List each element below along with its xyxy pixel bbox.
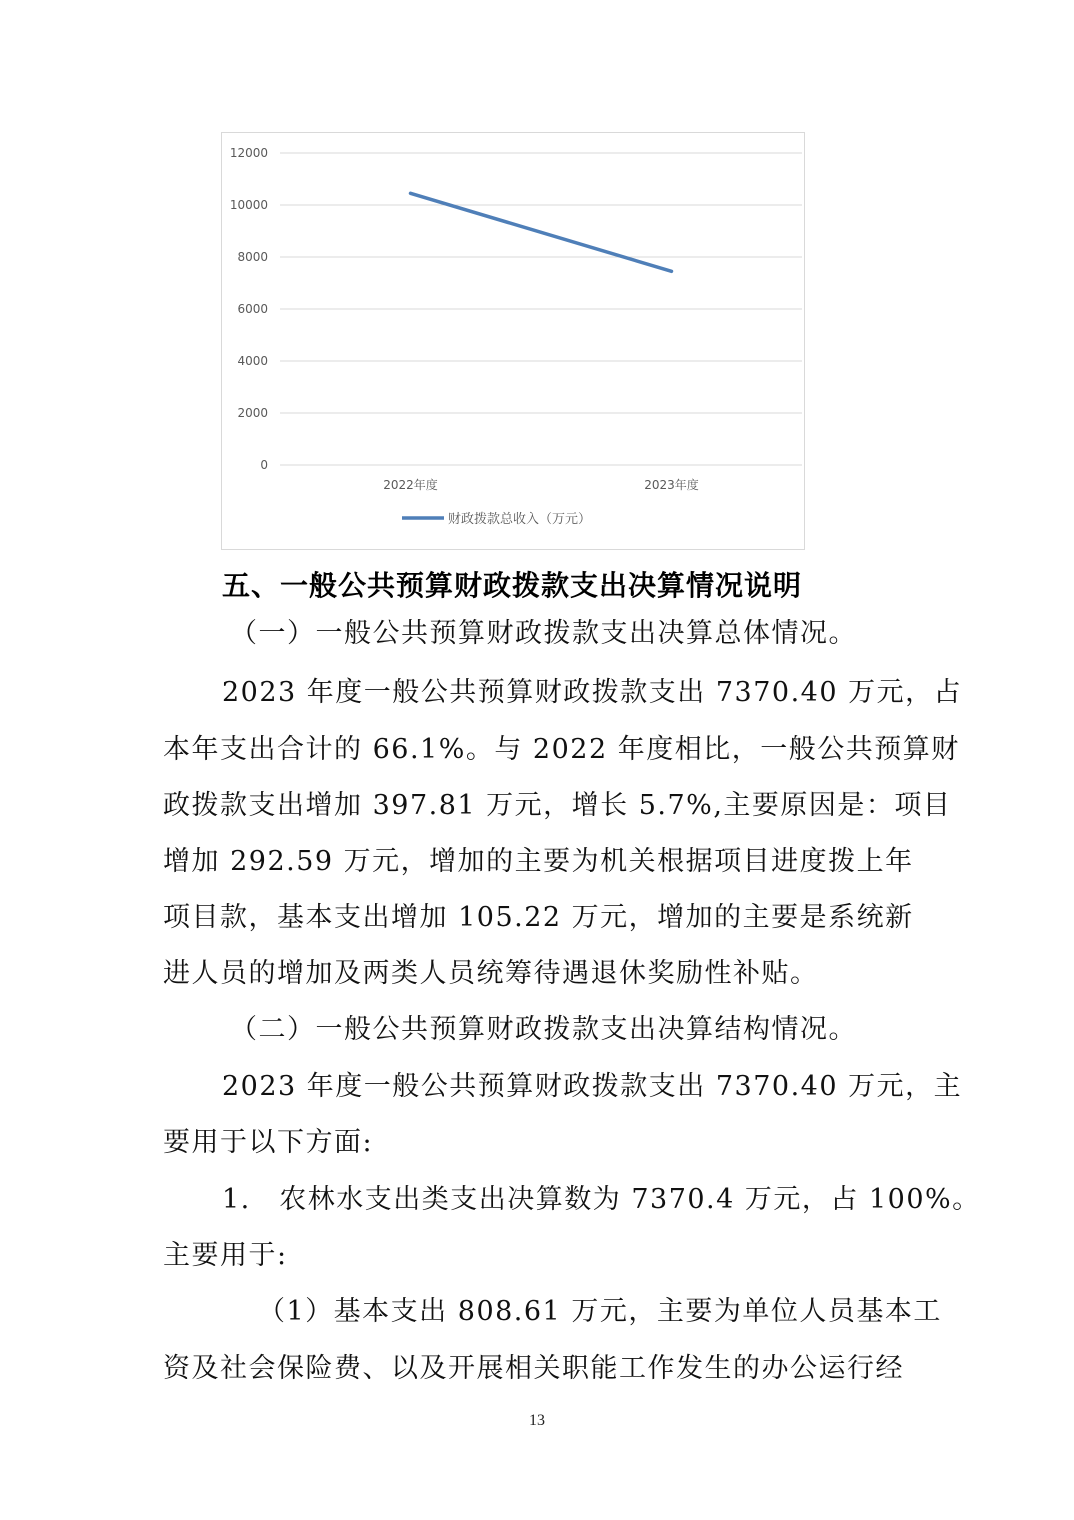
paragraph-line: 要用于以下方面: bbox=[163, 1127, 374, 1158]
paragraph-line: 进人员的增加及两类人员统筹待遇退休奖励性补贴。 bbox=[163, 958, 819, 989]
y-tick-label: 10000 bbox=[229, 198, 268, 212]
page-number: 13 bbox=[529, 1412, 545, 1429]
y-tick-label: 6000 bbox=[237, 302, 268, 316]
subsection-heading-1: （一）一般公共预算财政拨款支出决算总体情况。 bbox=[230, 618, 857, 649]
paragraph-line: 2023 年度一般公共预算财政拨款支出 7370.40 万元，占 bbox=[222, 677, 963, 708]
chart-canvas bbox=[222, 133, 804, 549]
paragraph-line: 2023 年度一般公共预算财政拨款支出 7370.40 万元，主 bbox=[222, 1071, 963, 1102]
paragraph-line: 项目款，基本支出增加 105.22 万元，增加的主要是系统新 bbox=[163, 902, 914, 933]
list-item-line: 1. 农林水支出类支出决算数为 7370.4 万元，占 100%。 bbox=[222, 1184, 981, 1215]
section-heading: 五、一般公共预算财政拨款支出决算情况说明 bbox=[222, 569, 803, 602]
x-tick-label: 2022年度 bbox=[383, 478, 438, 492]
sub-list-item-line: （1）基本支出 808.61 万元，主要为单位人员基本工 bbox=[258, 1296, 942, 1327]
y-tick-label: 0 bbox=[260, 458, 268, 472]
paragraph-line: 增加 292.59 万元，增加的主要为机关根据项目进度拨上年 bbox=[163, 846, 914, 877]
subsection-heading-2: （二）一般公共预算财政拨款支出决算结构情况。 bbox=[230, 1014, 857, 1045]
y-tick-label: 2000 bbox=[237, 406, 268, 420]
paragraph-line: 主要用于: bbox=[163, 1240, 288, 1271]
y-tick-label: 8000 bbox=[237, 250, 268, 264]
paragraph-line: 资及社会保险费、以及开展相关职能工作发生的办公运行经 bbox=[163, 1353, 904, 1384]
y-tick-label: 12000 bbox=[229, 146, 268, 160]
x-tick-label: 2023年度 bbox=[644, 478, 699, 492]
legend-label: 财政拨款总收入（万元） bbox=[448, 512, 592, 527]
line-chart bbox=[221, 132, 805, 550]
paragraph-line: 政拨款支出增加 397.81 万元，增长 5.7%,主要原因是：项目 bbox=[163, 790, 952, 821]
y-tick-label: 4000 bbox=[237, 354, 268, 368]
paragraph-line: 本年支出合计的 66.1%。与 2022 年度相比，一般公共预算财 bbox=[163, 734, 960, 765]
